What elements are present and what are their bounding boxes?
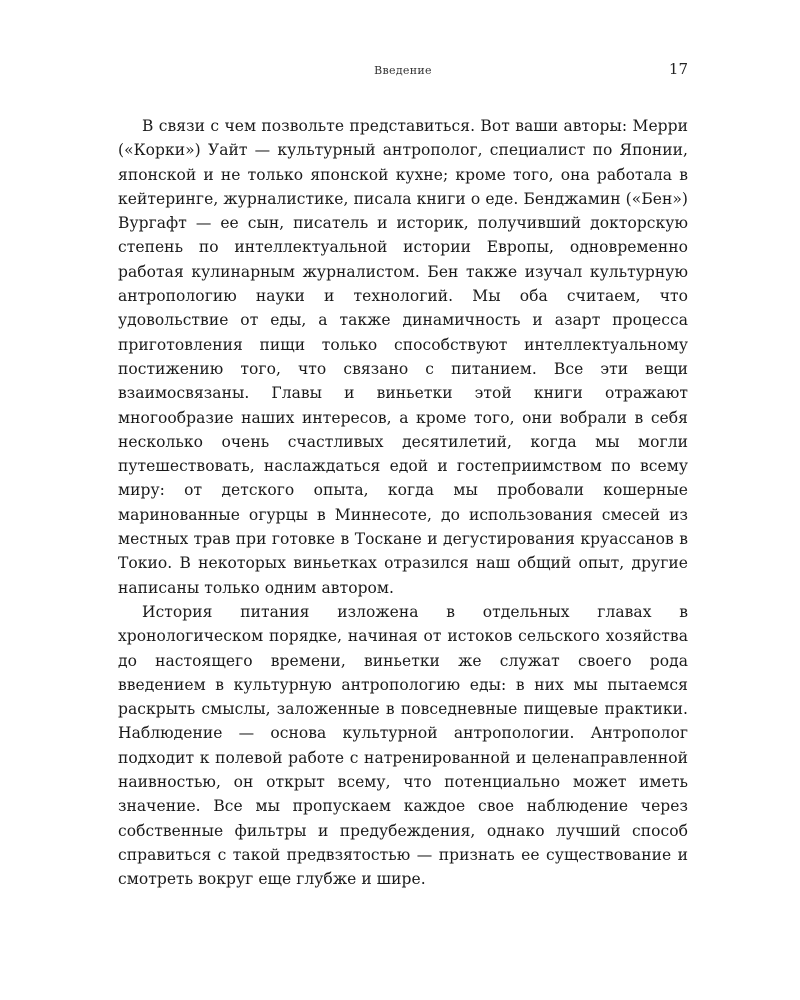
paragraph-authors: В связи с чем позвольте представиться. Вот ваши авторы: Мерри («Корки») Уайт — культурный антрополог, специалист по Японии, японской и не только японской кухне; кроме того, она работала в кейтеринге, журналистике, писала книги о еде. Бенджамин («Бен») Вургафт — ее сын, писатель и историк, получивший докторскую степень по интеллектуальной истории Европы, одновременно работая кулинарным журналистом. Бен также изучал культурную антропологию науки и технологий. Мы оба считаем, что удовольствие от еды, а также динамичность и азарт процесса приготовления пищи только способствуют интеллектуальному постижению того, что связано с питанием. Все эти вещи взаимосвязаны. Главы и виньетки этой книги отражают многообразие наших интересов, а кроме того, они вобрали в себя несколько очень счастливых десятилетий, когда мы могли путешествовать, наслаждаться едой и гостеприимством по всему миру: от детского опыта, когда мы пробовали кошерные маринованные огурцы в Миннесоте, до использования смесей из местных трав при готовке в Тоскане и дегустирования круассанов в Токио. В некоторых виньетках отразился наш общий опыт, другие написаны только одним автором.: [118, 117, 688, 597]
section-title: Введение: [374, 64, 432, 77]
page-number: 17: [668, 60, 688, 78]
paragraph-history: История питания изложена в отдельных главах в хронологическом порядке, начиная от истоков сельского хозяйства до настоящего времени, виньетки же служат своего рода введением в культурную антропологию еды: в них мы пытаемся раскрыть смыслы, заложенные в повседневные пищевые практики. Наблюдение — основа культурной антропологии. Антрополог подходит к полевой работе с натренированной и целенаправленной наивностью, он открыт всему, что потенциально может иметь значение. Все мы пропускаем каждое свое наблюдение через собственные фильтры и предубеждения, однако лучший способ справиться с такой предвзятостью — признать ее существование и смотреть вокруг еще глубже и шире.: [118, 602, 688, 889]
running-head: [118, 60, 688, 84]
body-text: [118, 114, 688, 892]
